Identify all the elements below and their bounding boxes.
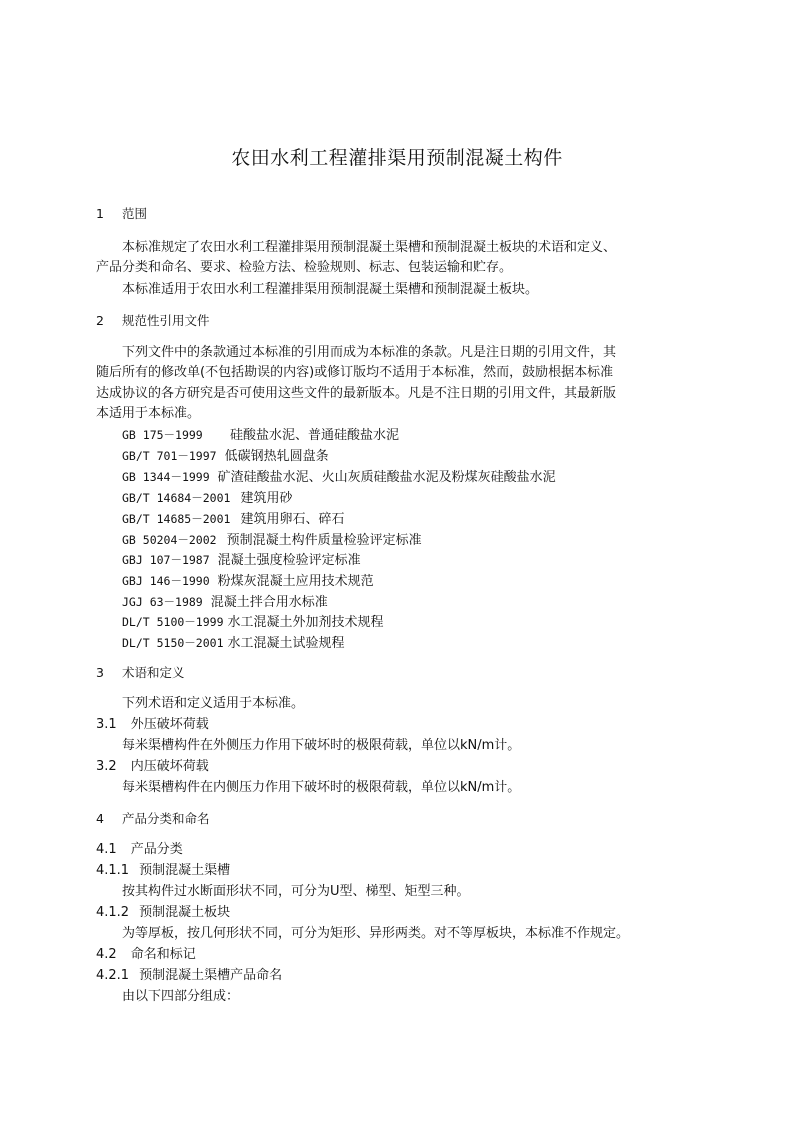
- reference-name: 水工混凝土外加剂技术规程: [227, 615, 384, 630]
- reference-code: GBJ 146－1990: [122, 574, 210, 588]
- term-number: 3.1: [96, 717, 117, 732]
- section-1-heading: [96, 206, 147, 222]
- reference-item: [122, 469, 556, 486]
- reference-code: GB/T 14685－2001: [122, 512, 231, 526]
- reference-code: GBJ 107－1987: [122, 553, 210, 567]
- subsection-number: 4.1.2: [96, 905, 130, 920]
- paragraph-line: 按其构件过水断面形状不同，可分为U型、梯型、矩型三种。: [122, 884, 470, 899]
- subsection-title: 产品分类: [130, 842, 183, 857]
- section-number: 1: [96, 206, 104, 221]
- section-number: 3: [96, 665, 104, 680]
- section-number: 4: [96, 811, 104, 826]
- subsection-number: 4.2.1: [96, 968, 130, 983]
- subsection-heading: [96, 905, 230, 921]
- reference-name: 建筑用卵石、碎石: [240, 512, 345, 527]
- subsection-title: 预制混凝土板块: [139, 905, 231, 920]
- subsection-heading: [96, 947, 196, 963]
- reference-code: DL/T 5150－2001: [122, 636, 224, 650]
- reference-item: [122, 448, 329, 465]
- section-title: 术语和定义: [121, 665, 185, 680]
- reference-item: [122, 635, 345, 652]
- subsection-title: 命名和标记: [130, 947, 196, 962]
- reference-item: [122, 532, 422, 549]
- paragraph-line: 随后所有的修改单(不包括勘误的内容)或修订版均不适用于本标准，然而，鼓励根据本标准: [96, 365, 614, 380]
- term-definition: 每米渠槽构件在外侧压力作用下破坏时的极限荷载，单位以kN/m计。: [122, 738, 521, 753]
- paragraph-line: 本标准适用于农田水利工程灌排渠用预制混凝土渠槽和预制混凝土板块。: [122, 282, 539, 297]
- subsection-title: 预制混凝土渠槽产品命名: [139, 968, 283, 983]
- paragraph-line: 本标准规定了农田水利工程灌排渠用预制混凝土渠槽和预制混凝土板块的术语和定义、: [122, 240, 617, 255]
- reference-code: GB 50204－2002: [122, 533, 217, 547]
- reference-item: [122, 573, 374, 590]
- paragraph-line: 达成协议的各方研究是否可使用这些文件的最新版本。凡是不注日期的引用文件，其最新版: [96, 386, 617, 401]
- term-number: 3.2: [96, 759, 117, 774]
- paragraph-line: 产品分类和命名、要求、检验方法、检验规则、标志、包装运输和贮存。: [96, 260, 513, 275]
- subsection-number: 4.2: [96, 947, 117, 962]
- section-title: 规范性引用文件: [121, 313, 210, 328]
- paragraph-line: 下列术语和定义适用于本标准。: [122, 696, 305, 711]
- reference-name: 混凝土强度检验评定标准: [217, 553, 361, 568]
- paragraph-line: 本适用于本标准。: [96, 406, 201, 421]
- reference-code: GB 1344－1999: [122, 470, 210, 484]
- section-3-heading: [96, 665, 184, 681]
- term-heading: [96, 759, 209, 775]
- term-definition: 每米渠槽构件在内侧压力作用下破坏时的极限荷载，单位以kN/m计。: [122, 780, 521, 795]
- term-heading: [96, 717, 209, 733]
- reference-name: 硅酸盐水泥、普通硅酸盐水泥: [230, 428, 400, 443]
- paragraph-line: 由以下四部分组成：: [122, 989, 240, 1004]
- reference-name: 预制混凝土构件质量检验评定标准: [226, 533, 422, 548]
- reference-code: JGJ 63－1989: [122, 595, 203, 609]
- reference-code: GB 175－1999: [122, 428, 203, 442]
- reference-name: 矿渣硅酸盐水泥、火山灰质硅酸盐水泥及粉煤灰硅酸盐水泥: [217, 470, 556, 485]
- subsection-heading: [96, 968, 282, 984]
- reference-item: [122, 594, 328, 611]
- reference-name: 水工混凝土试验规程: [227, 636, 345, 651]
- paragraph-line: 为等厚板，按几何形状不同，可分为矩形、异形两类。对不等厚板块，本标准不作规定。: [122, 926, 630, 941]
- section-4-heading: [96, 811, 209, 827]
- reference-item: [122, 511, 344, 528]
- reference-name: 建筑用砂: [240, 491, 293, 506]
- reference-name: 粉煤灰混凝土应用技术规范: [217, 574, 374, 589]
- section-2-heading: [96, 313, 209, 329]
- document-title: 农田水利工程灌排渠用预制混凝土构件: [231, 147, 563, 169]
- section-title: 产品分类和命名: [121, 811, 210, 826]
- subsection-number: 4.1: [96, 842, 117, 857]
- reference-code: GB/T 701－1997: [122, 449, 217, 463]
- reference-item: [122, 552, 361, 569]
- subsection-heading: [96, 863, 230, 879]
- paragraph-line: 下列文件中的条款通过本标准的引用而成为本标准的条款。凡是注日期的引用文件，其: [122, 345, 617, 360]
- reference-code: DL/T 5100－1999: [122, 615, 224, 629]
- reference-code: GB/T 14684－2001: [122, 491, 231, 505]
- reference-item: [122, 614, 384, 631]
- reference-item: [122, 427, 399, 444]
- subsection-title: 预制混凝土渠槽: [139, 863, 231, 878]
- subsection-heading: [96, 842, 183, 858]
- reference-name: 低碳钢热轧圆盘条: [224, 449, 329, 464]
- section-number: 2: [96, 313, 104, 328]
- subsection-number: 4.1.1: [96, 863, 130, 878]
- term-name: 内压破坏荷载: [130, 759, 209, 774]
- reference-item: [122, 490, 292, 507]
- section-title: 范围: [121, 206, 147, 221]
- reference-name: 混凝土拌合用水标准: [210, 595, 328, 610]
- term-name: 外压破坏荷载: [130, 717, 209, 732]
